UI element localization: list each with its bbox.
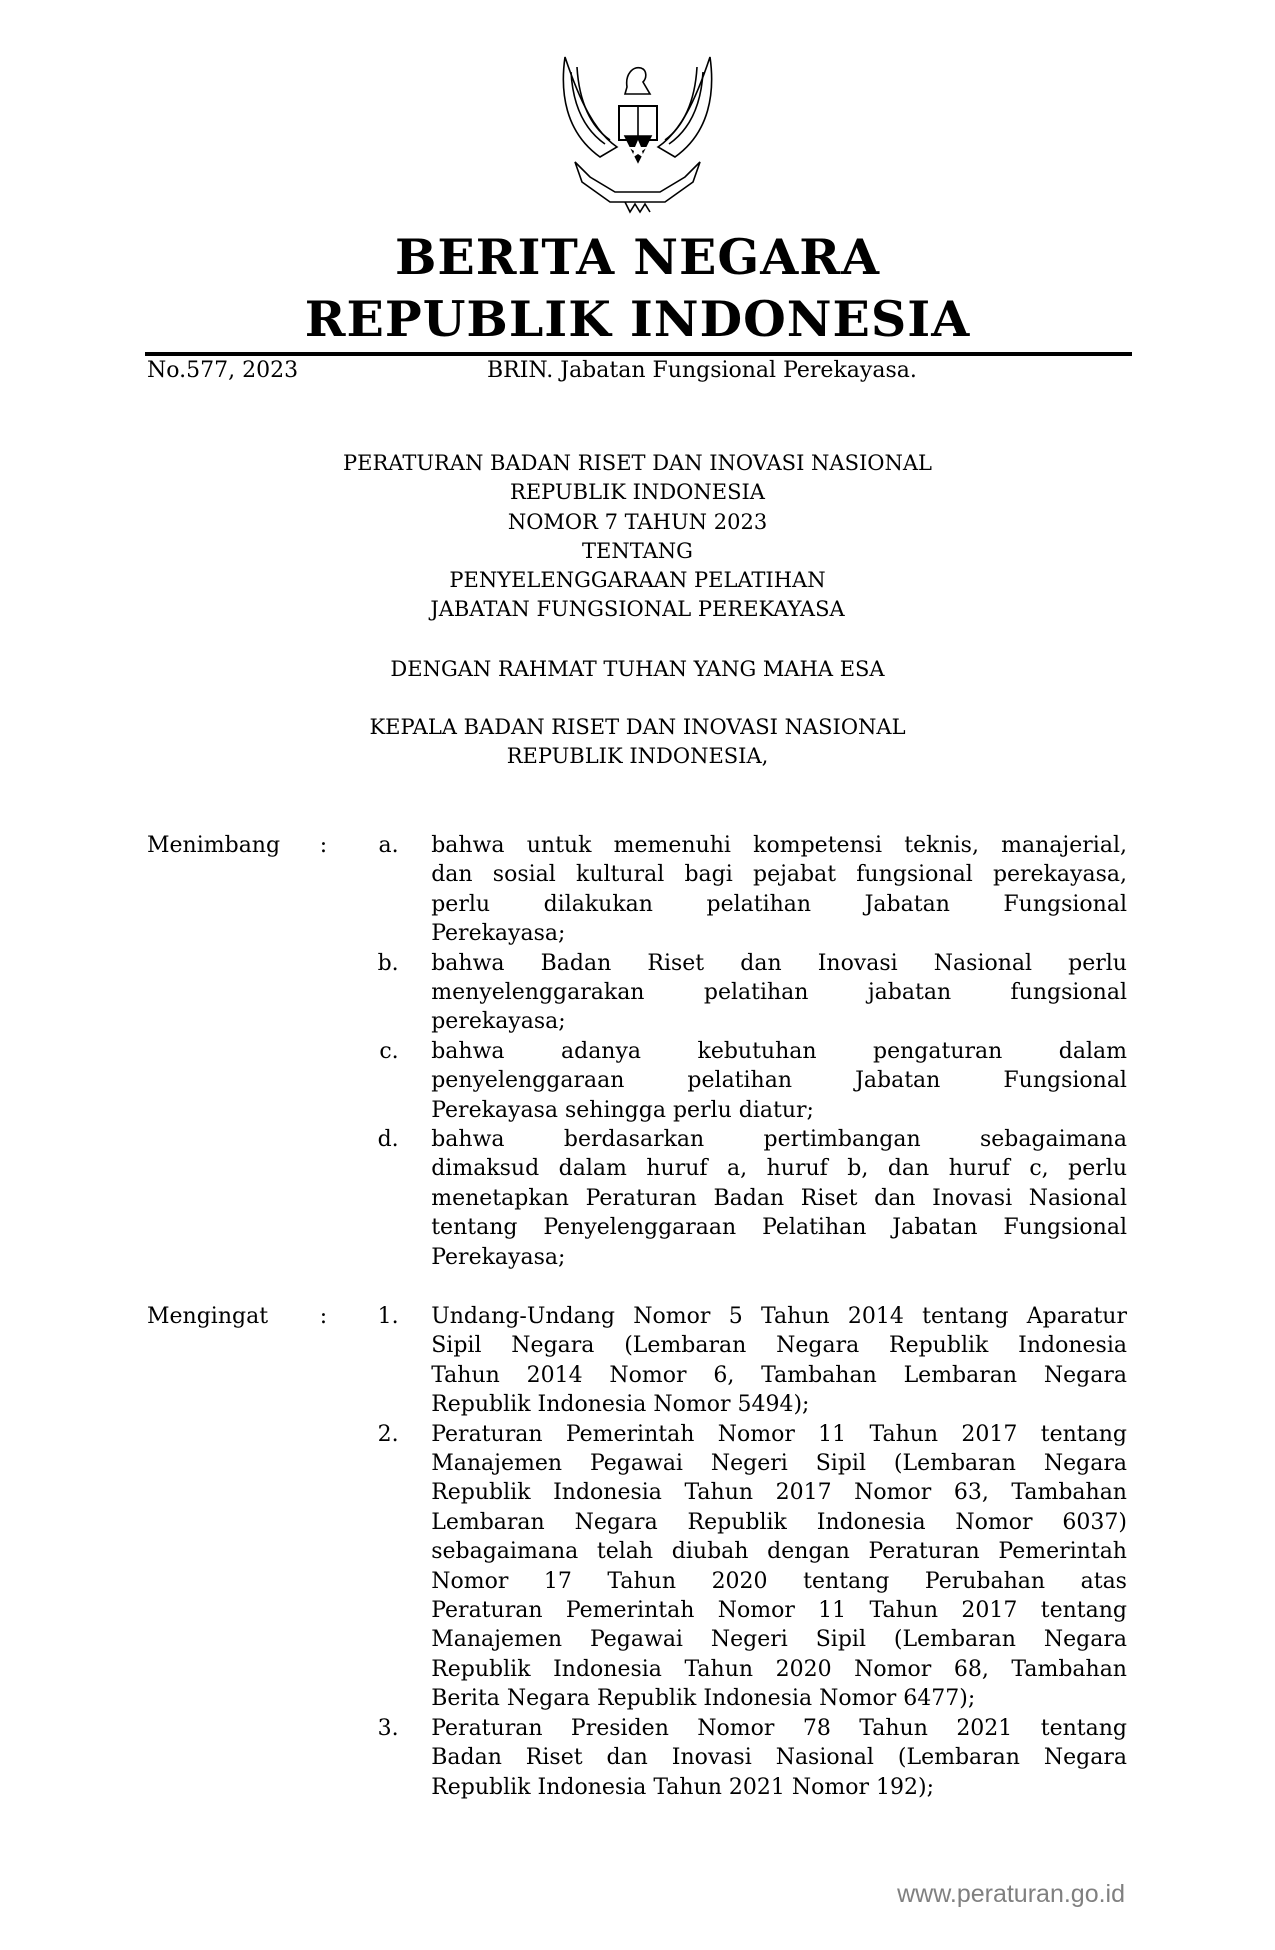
text-line: bahwa adanya kebutuhan pengaturan dalam [431,1038,1127,1064]
section-label [147,1125,320,1272]
text-line: Perekayasa; [431,921,566,947]
gazette-number: No.577, 2023 [147,358,299,383]
text-line: bahwa Badan Riset dan Inovasi Nasional perlu [431,950,1127,976]
section-colon: : [319,833,328,858]
spacer [399,1125,432,1272]
text-line: dan sosial kultural bagi pejabat fungsional perekayasa, [431,862,1127,888]
text-line: Lembaran Negara Republik Indonesia Nomor 6037) [431,1509,1127,1535]
text-line: perlu dilakukan pelatihan Jabatan Fungsional [431,891,1127,917]
text-line: Peraturan Presiden Nomor 78 Tahun 2021 tentang [431,1715,1127,1741]
text-line: Nomor 17 Tahun 2020 tentang Perubahan atas [431,1568,1127,1594]
item-marker: c. [379,1038,399,1064]
item-text [431,831,1127,949]
item-text [431,1125,1127,1272]
regulation-heading [0,449,1275,625]
text-line: Manajemen Pegawai Negeri Sipil (Lembaran Negara [431,1627,1127,1653]
text-line: penyelenggaraan pelatihan Jabatan Fungsional [431,1068,1127,1094]
spacer [399,949,432,1037]
footer-url: www.peraturan.go.id [897,1880,1125,1908]
spacer [399,1037,432,1125]
text-line: menyelenggarakan pelatihan jabatan fungsional [431,980,1127,1006]
text-line: Manajemen Pegawai Negeri Sipil (Lembaran Negara [431,1451,1127,1477]
text-line: dimaksud dalam huruf a, huruf b, dan huruf c, perlu [431,1156,1127,1182]
text-line: Berita Negara Republik Indonesia Nomor 6477); [431,1686,976,1712]
text-line: menetapkan Peraturan Badan Riset dan Inovasi Nasional [431,1185,1127,1211]
text-line: Badan Riset dan Inovasi Nasional (Lembaran Negara [431,1745,1127,1771]
mengingat-item [147,1714,1127,1802]
text-line: Perekayasa sehingga perlu diatur; [431,1097,814,1123]
section-label [147,1420,320,1714]
item-text [431,1037,1127,1125]
section-colon [320,1714,340,1802]
item-marker: 2. [377,1421,399,1447]
authority-line: KEPALA BADAN RISET DAN INOVASI NASIONAL [369,715,906,739]
heading-line: NOMOR 7 TAHUN 2023 [507,509,768,534]
heading-line: TENTANG [582,538,693,563]
authority [0,713,1275,772]
menimbang-item [147,1125,1127,1272]
item-text [431,1302,1127,1420]
item-marker: 1. [377,1304,399,1329]
text-line: Perekayasa; [431,1244,566,1270]
authority-line: REPUBLIK INDONESIA, [506,744,769,769]
menimbang-item [147,831,1127,949]
text-line: Republik Indonesia Tahun 2017 Nomor 63, Tambahan [431,1480,1127,1506]
text-line: Undang-Undang Nomor 5 Tahun 2014 tentang Aparatur [431,1304,1127,1329]
text-line: tentang Penyelenggaraan Pelatihan Jabatan Fungsional [431,1215,1127,1241]
mengingat-section [147,1302,1127,1802]
text-line: perekayasa; [431,1009,566,1035]
section-colon [320,1037,340,1125]
heading-line: JABATAN FUNGSIONAL PEREKAYASA [430,597,845,622]
item-text [431,1420,1127,1714]
menimbang-item [147,949,1127,1037]
title-line-2: REPUBLIK INDONESIA [304,290,971,348]
text-line: Republik Indonesia Nomor 5494); [431,1392,810,1418]
text-line: sebagaimana telah diubah dengan Peraturan Pemerintah [431,1539,1127,1565]
menimbang-item [147,1037,1127,1125]
text-line: Tahun 2014 Nomor 6, Tambahan Lembaran Negara [431,1362,1127,1388]
spacer [399,1302,432,1420]
text-line: Republik Indonesia Tahun 2020 Nomor 68, Tambahan [431,1656,1127,1682]
item-text [431,949,1127,1037]
section-colon [320,1125,340,1272]
section-colon [320,1420,340,1714]
spacer [399,1714,432,1802]
text-line: Republik Indonesia Tahun 2021 Nomor 192); [431,1774,935,1800]
section-colon [320,949,340,1037]
header-rule [145,352,1132,356]
item-marker: d. [377,1127,399,1153]
text-line: Peraturan Pemerintah Nomor 11 Tahun 2017 tentang [431,1598,1127,1624]
garuda-emblem-icon [555,52,720,214]
text-line: Sipil Negara (Lembaran Negara Republik Indonesia [431,1333,1127,1359]
text-line: Peraturan Pemerintah Nomor 11 Tahun 2017 tentang [431,1421,1127,1447]
mengingat-item [147,1420,1127,1714]
section-colon: : [319,1304,328,1329]
heading-line: REPUBLIK INDONESIA [510,480,765,505]
text-line: bahwa berdasarkan pertimbangan sebagaimana [431,1127,1127,1153]
section-label [147,1037,320,1125]
section-label [147,949,320,1037]
title-line-1: BERITA NEGARA [394,228,880,286]
invocation: DENGAN RAHMAT TUHAN YANG MAHA ESA [390,657,885,681]
gazette-subject: BRIN. Jabatan Fungsional Perekayasa. [487,358,917,383]
heading-line: PERATURAN BADAN RISET DAN INOVASI NASIONAL [343,451,932,475]
text-line: bahwa untuk memenuhi kompetensi teknis, manajerial, [431,833,1127,858]
section-label [147,1714,320,1802]
section-label: Mengingat [147,1304,269,1329]
item-marker: 3. [377,1715,399,1741]
item-marker: b. [377,950,399,976]
item-text [431,1714,1127,1802]
section-label: Menimbang [147,833,281,858]
spacer [399,831,432,949]
item-marker: a. [378,833,399,858]
heading-line: PENYELENGGARAAN PELATIHAN [449,568,826,593]
menimbang-section [147,831,1127,1272]
mengingat-item [147,1302,1127,1420]
spacer [399,1420,432,1714]
